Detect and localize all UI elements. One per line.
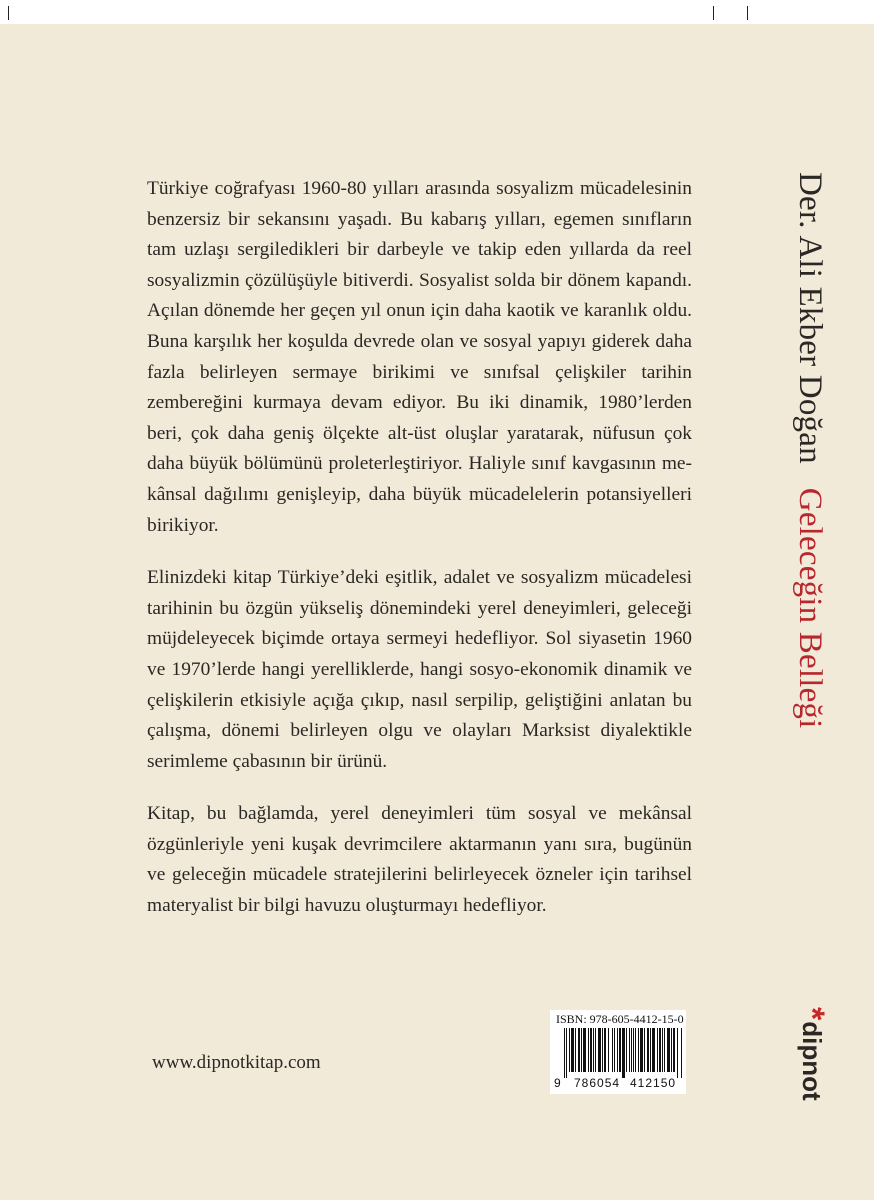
barcode-bar — [566, 1028, 567, 1078]
barcode-bar — [629, 1028, 630, 1072]
barcode-bar — [595, 1028, 596, 1072]
barcode-bar — [604, 1028, 606, 1072]
barcode-bar — [638, 1028, 639, 1072]
asterisk-icon: * — [793, 1007, 831, 1021]
barcode-bar — [662, 1028, 663, 1072]
barcode-bar — [667, 1028, 670, 1072]
barcode-bar — [622, 1028, 625, 1078]
barcode-bar — [583, 1028, 586, 1072]
barcode-bar — [677, 1028, 678, 1078]
barcode-bar — [647, 1028, 649, 1072]
blurb-paragraph-3: Kitap, bu bağlamda, yerel deneyimleri tüm sosyal ve mekânsal özgünleriyle yeni kuşak devrimcilere aktarmanın yanı sıra, bugünün ve geleceğin mücadele stratejilerini belirleyecek özneler için tarihsel materyalist bir bilgi havuzu oluşturmayı hedefliyor. — [147, 803, 692, 917]
barcode-bar — [581, 1028, 582, 1072]
top-white-strip — [0, 0, 874, 24]
book-back-cover — [0, 24, 874, 1200]
barcode-bar — [664, 1028, 665, 1072]
barcode-bar — [619, 1028, 621, 1072]
barcode-bar — [644, 1028, 645, 1072]
barcode-bar — [659, 1028, 661, 1072]
barcode-bar — [590, 1028, 592, 1072]
barcode-bar — [617, 1028, 618, 1072]
barcode-bar — [564, 1028, 565, 1078]
barcode-bar — [593, 1028, 594, 1072]
barcode-bar — [578, 1028, 580, 1072]
barcode-bars — [564, 1028, 682, 1078]
publisher-logo — [792, 1007, 832, 1137]
barcode-digit-first: 9 — [554, 1076, 561, 1090]
isbn-label: ISBN: 978-605-4412-15-0 — [556, 1012, 684, 1026]
barcode-bar — [640, 1028, 643, 1072]
book-title: Geleceğin Belleği — [792, 487, 829, 729]
blurb-paragraph-1: Türkiye coğrafyası 1960-80 yılları arasında sosyalizm mücadelesinin benzersiz bir sekansını yaşadı. Bu kabarış yılları, egemen sınıfların tam uzlaşı sergiledikleri bir darbeyle ve takip eden yıllarda da reel sosyalizmin çözülüşüyle bitiverdi. Sosyalist solda bir dönem kapandı. Açılan dönemde her geçen yıl onun için daha kaotik ve karanlık oldu. Buna karşılık her koşulda devrede olan ve sosyal yapıyı giderek daha fazla belirleyen sermaye birikimi ve sınıfsal çelişkiler tarihin zembereğini kurmaya devam ediyor. Bu iki dinamik, 1980’lerden beri, çok daha geniş ölçekte alt-üst oluşlar yaratarak, nüfusun çok daha büyük bölümünü proleterleştiriyor. Haliyle sınıf kavgasının mekânsal dağılımı genişleyip, daha büyük mücadelelerin potansiyelleri birikiyor. — [147, 178, 692, 536]
author-name: Der. Ali Ekber Doğan — [792, 172, 829, 464]
barcode-bar — [588, 1028, 589, 1072]
barcode-bar — [657, 1028, 658, 1072]
crop-mark-left — [8, 6, 9, 20]
barcode-digits-left: 786054 — [574, 1076, 621, 1090]
barcode-bar — [673, 1028, 675, 1072]
crop-mark-right-2 — [747, 6, 748, 20]
barcode-bar — [633, 1028, 634, 1072]
barcode-bar — [614, 1028, 615, 1072]
publisher-website: www.dipnotkitap.com — [152, 1052, 321, 1073]
barcode-digits-right: 412150 — [630, 1076, 677, 1090]
barcode-bar — [631, 1028, 632, 1072]
barcode-bar — [635, 1028, 636, 1072]
barcode-bar — [612, 1028, 613, 1072]
barcode-bar — [608, 1028, 609, 1072]
publisher-name: dipnot — [797, 1021, 828, 1101]
barcode-bar — [681, 1028, 682, 1078]
back-cover-blurb — [147, 174, 692, 944]
barcode-bar — [652, 1028, 655, 1072]
isbn-barcode — [550, 1010, 686, 1094]
barcode-bar — [626, 1028, 627, 1072]
barcode-bar — [671, 1028, 672, 1072]
spine-text — [780, 172, 840, 872]
blurb-paragraph-2: Elinizdeki kitap Türkiye’deki eşitlik, adalet ve sosyalizm mücadelesi tarihinin bu özgün yükseliş dönemindeki yerel deneyimleri, geleceği müjdeleyecek biçimde ortaya sermeyi hedefliyor. Sol siyasetin 1960 ve 1970’lerde hangi yerelliklerde, hangi sosyo-ekonomik dinamik ve çelişkilerin etkisiyle açığa çıkıp, nasıl serpilip, geliştiğini anlatan bu çalışma, dönemi belirleyen olgu ve olayları Marksist diyalektikle serimleme çabasının bir ürünü. — [147, 567, 692, 772]
barcode-bar — [602, 1028, 603, 1072]
barcode-bar — [598, 1028, 601, 1072]
barcode-bar — [575, 1028, 576, 1072]
barcode-bar — [571, 1028, 574, 1072]
barcode-bar — [569, 1028, 570, 1072]
crop-mark-right-1 — [713, 6, 714, 20]
barcode-bar — [650, 1028, 651, 1072]
